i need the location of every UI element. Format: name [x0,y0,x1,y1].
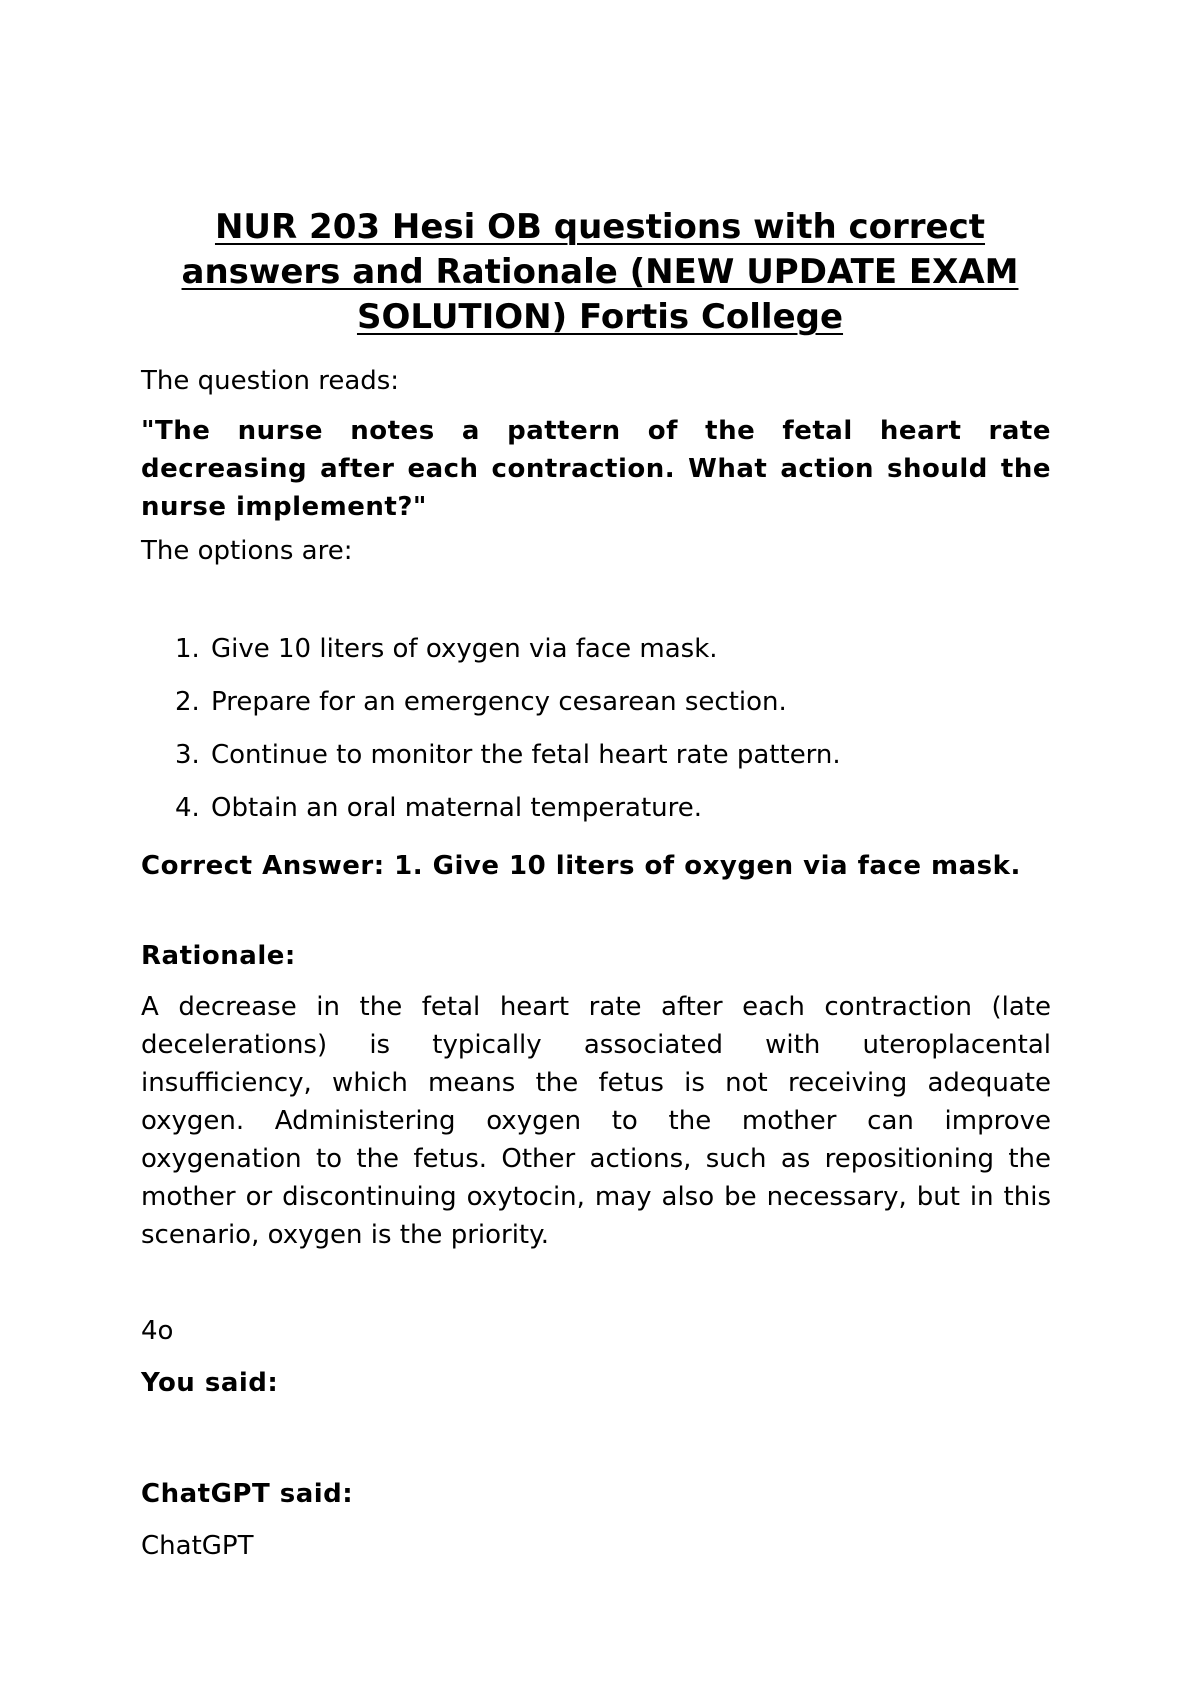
option-item [175,683,1055,736]
option-number: 4. [175,793,200,823]
you-said-label: You said: [141,1368,279,1398]
question-intro: The question reads: [141,366,400,396]
option-text: Continue to monitor the fetal heart rate pattern. [211,740,841,770]
correct-answer: Correct Answer: 1. Give 10 liters of oxygen via face mask. [141,851,1021,881]
option-number: 1. [175,634,200,664]
option-number: 3. [175,740,200,770]
question-text: "The nurse notes a pattern of the fetal heart rate decreasing after each contraction. What action should the nurse implement?" [141,416,1051,522]
options-list [175,630,1055,842]
options-intro: The options are: [141,536,353,566]
option-item [175,736,1055,789]
chatgpt-said-label: ChatGPT said: [141,1479,354,1509]
option-text: Obtain an oral maternal temperature. [211,793,703,823]
document-title: NUR 203 Hesi OB questions with correct answers and Rationale (NEW UPDATE EXAM SOLUTION) Fortis College [181,207,1019,337]
rationale-text: A decrease in the fetal heart rate after each contraction (late decelerations) is typically associated with uteroplacental insufficiency, which means the fetus is not receiving adequate oxygen. Administering oxygen to the mother can improve oxygenation to the fetus. Other actions, such as repositioning the mother or discontinuing oxytocin, may also be necessary, but in this scenario, oxygen is the priority. [141,992,1051,1250]
model-tag: 4o [141,1316,174,1346]
option-number: 2. [175,687,200,717]
option-item [175,789,1055,842]
option-text: Prepare for an emergency cesarean section. [211,687,787,717]
rationale-heading: Rationale: [141,941,296,971]
chatgpt-label: ChatGPT [141,1531,254,1561]
option-item [175,630,1055,683]
option-text: Give 10 liters of oxygen via face mask. [211,634,718,664]
